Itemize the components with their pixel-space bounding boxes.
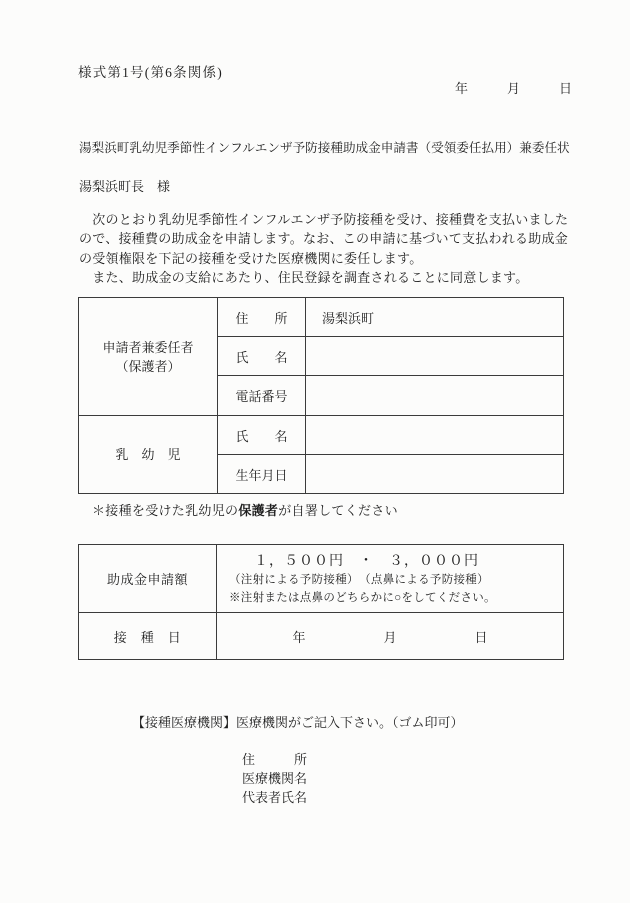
signature-note-bold: 保護者 [238,503,279,518]
subsidy-amount-note2: ※注射または点鼻のどちらかに○をしてください。 [229,591,496,604]
infant-group-cell: 乳 幼 児 [79,416,218,494]
applicant-name-value-cell [306,337,564,376]
address-value-cell: 湯梨浜町 [306,298,564,337]
medical-representative-label: 代表者氏名 [242,790,308,806]
medical-institution-heading: 【接種医療機関】医療機関がご記入下さい。（ゴム印可） [132,715,464,730]
medical-address-label: 住 所 [242,752,308,767]
medical-institution-name-label: 医療機関名 [242,771,308,787]
infant-name-value-cell [306,416,564,455]
phone-value-cell [306,376,564,416]
signature-note-prefix: ＊接種を受けた乳幼児の [92,503,239,518]
issue-date-line: 年 月 日 [454,81,572,96]
addressee: 湯梨浜町長 様 [79,179,171,194]
applicant-table [78,297,564,494]
birthdate-label: 生年月日 [218,455,306,494]
amount-table [78,544,564,660]
subsidy-amount-note1: （注射による予防接種） （点鼻による予防接種） [229,574,489,586]
birthdate-value-cell [306,455,564,494]
paragraph-line: の受領権限を下記の接種を受けた医療機関に委任します。 [79,250,423,266]
paragraph-line: また、助成金の支給にあたり、住民登録を調査されることに同意します。 [79,270,529,286]
applicant-group-cell [79,298,218,416]
applicant-group-label-line2: （保護者） [115,358,181,374]
application-paragraph [79,210,568,288]
vaccination-date-cell: 年 月 日 [217,613,564,660]
medical-institution-fields [242,750,307,808]
form-number: 様式第1号(第6条関係) [78,65,223,80]
vaccination-date-label: 接 種 日 [79,613,217,660]
subsidy-amount-cell [217,545,564,613]
subsidy-amount-label: 助成金申請額 [79,545,217,613]
phone-label: 電話番号 [218,376,306,416]
signature-note [92,500,398,519]
document-title: 湯梨浜町乳幼児季節性インフルエンザ予防接種助成金申請書（受領委任払用）兼委任状 [79,141,570,155]
paragraph-line: 次のとおり乳幼児季節性インフルエンザ予防接種を受け、接種費を支払いました [79,212,569,227]
infant-name-label: 氏 名 [218,416,306,455]
applicant-name-label: 氏 名 [218,337,306,376]
subsidy-amount-options: １，５００円 ・ ３，０００円 [254,554,479,569]
address-label: 住 所 [218,298,306,337]
signature-note-suffix: が自署してください [278,503,398,518]
paragraph-line: ので、接種費の助成金を申請します。なお、この申請に基づいて支払われる助成金 [79,231,568,247]
applicant-group-label-line1: 申請者兼委任者 [102,339,194,355]
